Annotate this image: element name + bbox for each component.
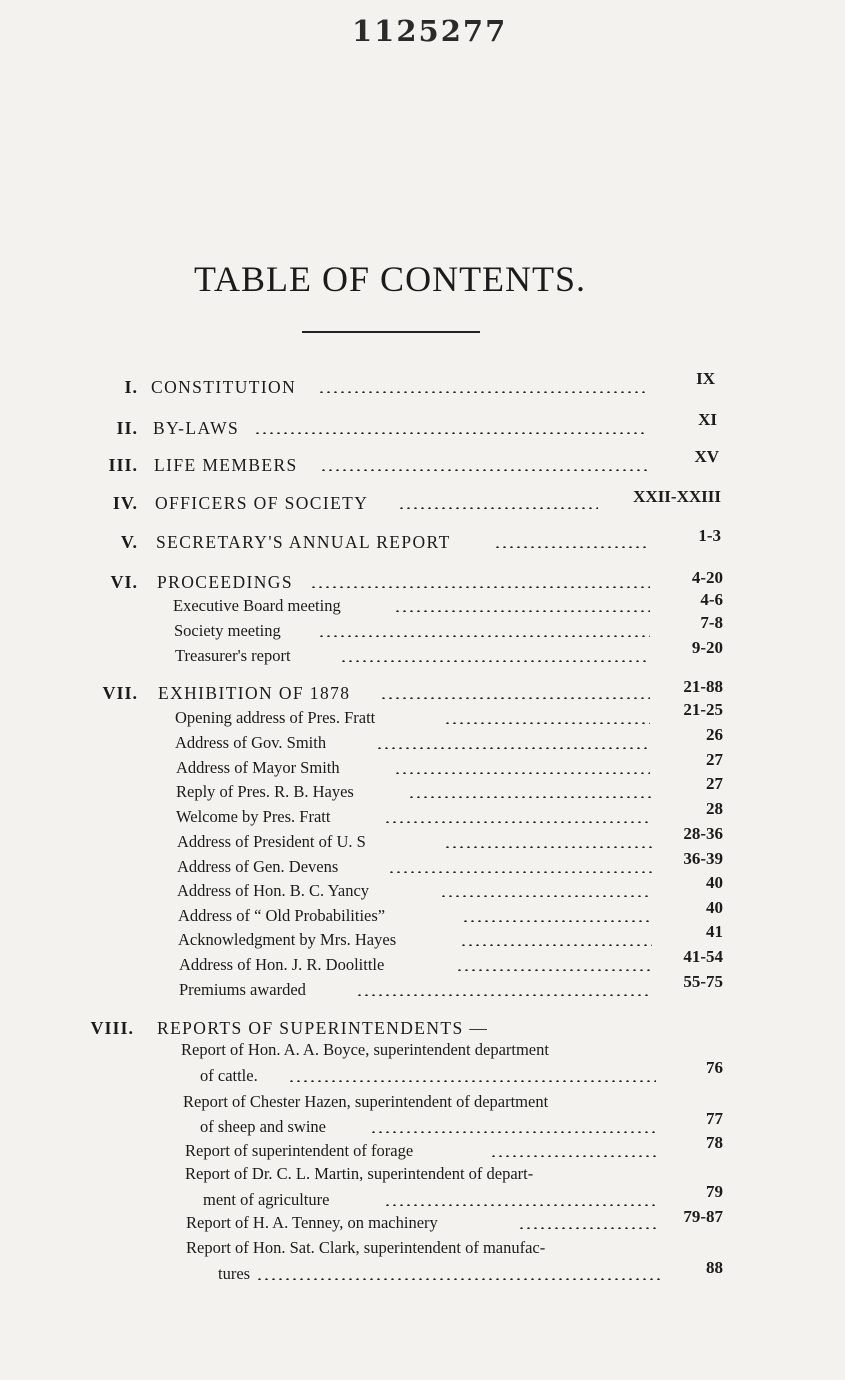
leader-dots bbox=[288, 1080, 656, 1082]
page-reference: XI bbox=[698, 410, 717, 429]
toc-subentry bbox=[0, 1058, 845, 1090]
leader-dots bbox=[444, 846, 652, 848]
leader-dots bbox=[310, 586, 650, 588]
subentry-label-continued: ment of agriculture bbox=[203, 1190, 330, 1209]
subentry-label: Opening address of Pres. Fratt bbox=[175, 708, 376, 727]
subentry-label: Acknowledgment by Mrs. Hayes bbox=[178, 930, 397, 949]
page-reference: 77 bbox=[706, 1109, 723, 1128]
page-reference: 21-88 bbox=[683, 677, 723, 696]
subentry-label: Report of Dr. C. L. Martin, superintendent of depart- bbox=[185, 1164, 534, 1183]
subentry-label: Address of Gen. Devens bbox=[177, 857, 339, 876]
section-number: II. bbox=[116, 418, 138, 438]
subentry-label: Report of Chester Hazen, superintendent of department bbox=[183, 1092, 549, 1111]
leader-dots bbox=[376, 747, 650, 749]
page-reference: 36-39 bbox=[683, 849, 723, 868]
section-label: PROCEEDINGS bbox=[157, 572, 293, 592]
leader-dots bbox=[494, 546, 650, 548]
page-reference: 41-54 bbox=[683, 947, 723, 966]
toc-entry bbox=[0, 447, 845, 479]
toc-entry bbox=[0, 487, 845, 517]
section-label: EXHIBITION OF 1878 bbox=[158, 683, 351, 703]
subentry-label: Address of Gov. Smith bbox=[175, 733, 327, 752]
leader-dots bbox=[440, 895, 652, 897]
title-rule bbox=[302, 331, 480, 333]
subentry-label-continued: of sheep and swine bbox=[200, 1117, 327, 1136]
section-number: IV. bbox=[112, 493, 138, 513]
subentry-label: Address of “ Old Probabilities” bbox=[178, 906, 386, 925]
subentry-label: Address of Hon. J. R. Doolittle bbox=[179, 955, 385, 974]
leader-dots bbox=[444, 722, 650, 724]
page-reference: 28-36 bbox=[683, 824, 723, 843]
page-reference: 27 bbox=[706, 774, 723, 793]
subentry-label: Reply of Pres. R. B. Hayes bbox=[176, 782, 354, 801]
subentry-label: Report of H. A. Tenney, on machinery bbox=[186, 1213, 438, 1232]
leader-dots bbox=[460, 944, 652, 946]
leader-dots bbox=[384, 1204, 658, 1206]
section-number: VI. bbox=[110, 572, 138, 592]
leader-dots bbox=[318, 635, 650, 637]
toc-subentry bbox=[0, 638, 845, 670]
section-number: V. bbox=[120, 532, 138, 552]
page-reference: 28 bbox=[706, 799, 723, 818]
subentry-label: Report of Hon. A. A. Boyce, superintendent department bbox=[181, 1040, 549, 1059]
page-reference: 27 bbox=[706, 750, 723, 769]
leader-dots bbox=[256, 1278, 660, 1280]
subentry-label: Address of Mayor Smith bbox=[176, 758, 340, 777]
page-reference: 40 bbox=[706, 873, 723, 892]
leader-dots bbox=[388, 871, 652, 873]
page-reference: 26 bbox=[706, 725, 723, 744]
subentry-label: Society meeting bbox=[174, 621, 281, 640]
leader-dots bbox=[356, 994, 652, 996]
leader-dots bbox=[518, 1227, 658, 1229]
section-number: VIII. bbox=[90, 1018, 134, 1038]
catalog-stamp-number: 1125277 bbox=[352, 14, 508, 48]
section-label: BY-LAWS bbox=[153, 418, 240, 438]
leader-dots bbox=[462, 920, 652, 922]
subentry-label: Address of Hon. B. C. Yancy bbox=[177, 881, 370, 900]
subentry-label: Premiums awarded bbox=[179, 980, 306, 999]
subentry-label: Address of President of U. S bbox=[177, 832, 366, 851]
section-number: VII. bbox=[102, 683, 138, 703]
page-reference: 79 bbox=[706, 1182, 723, 1201]
leader-dots bbox=[340, 660, 650, 662]
leader-dots bbox=[394, 610, 650, 612]
page-reference: 76 bbox=[706, 1058, 723, 1077]
page-reference: 78 bbox=[706, 1133, 723, 1152]
section-label: REPORTS OF SUPERINTENDENTS — bbox=[157, 1018, 489, 1038]
toc-subentry bbox=[0, 1207, 845, 1237]
section-label: LIFE MEMBERS bbox=[154, 455, 298, 475]
subentry-label-continued: tures bbox=[218, 1264, 251, 1283]
page-reference: 21-25 bbox=[683, 700, 723, 719]
section-label: SECRETARY'S ANNUAL REPORT bbox=[156, 532, 451, 552]
toc-subentry bbox=[0, 1133, 845, 1165]
page-reference: XV bbox=[694, 447, 719, 466]
page-title: TABLE OF CONTENTS. bbox=[193, 259, 587, 299]
page-reference: XXII-XXIII bbox=[633, 487, 721, 506]
subentry-label: Welcome by Pres. Fratt bbox=[176, 807, 331, 826]
page-reference: 4-20 bbox=[691, 568, 723, 587]
leader-dots bbox=[398, 507, 598, 509]
leader-dots bbox=[490, 1155, 658, 1157]
subentry-label: Treasurer's report bbox=[175, 646, 291, 665]
section-number: I. bbox=[124, 377, 138, 397]
leader-dots bbox=[408, 796, 652, 798]
page-reference: 9-20 bbox=[691, 638, 723, 657]
leader-dots bbox=[384, 821, 652, 823]
page-reference: 7-8 bbox=[700, 613, 723, 632]
leader-dots bbox=[380, 697, 650, 699]
subentry-label: Report of superintendent of forage bbox=[185, 1141, 414, 1160]
page-reference: 79-87 bbox=[683, 1207, 723, 1226]
leader-dots bbox=[370, 1131, 656, 1133]
leader-dots bbox=[456, 969, 652, 971]
page-reference: 40 bbox=[706, 898, 723, 917]
page-reference: IX bbox=[696, 369, 715, 388]
toc-entry bbox=[0, 410, 845, 442]
leader-dots bbox=[254, 432, 648, 434]
toc-entry bbox=[0, 526, 845, 556]
leader-dots bbox=[394, 772, 650, 774]
section-label: OFFICERS OF SOCIETY bbox=[155, 493, 369, 513]
section-label: CONSTITUTION bbox=[151, 377, 297, 397]
section-number: III. bbox=[108, 455, 138, 475]
toc-subentry bbox=[0, 972, 845, 1004]
leader-dots bbox=[318, 391, 648, 393]
page-reference: 55-75 bbox=[683, 972, 723, 991]
page-reference: 4-6 bbox=[700, 590, 723, 609]
subentry-label: Executive Board meeting bbox=[173, 596, 341, 615]
toc-entry bbox=[0, 1018, 845, 1042]
leader-dots bbox=[320, 469, 650, 471]
subentry-label: Report of Hon. Sat. Clark, superintendent of manufac- bbox=[186, 1238, 546, 1257]
page-reference: 41 bbox=[706, 922, 723, 941]
toc-subentry bbox=[0, 1258, 845, 1288]
subentry-label-continued: of cattle. bbox=[200, 1066, 258, 1085]
page-reference: 88 bbox=[706, 1258, 723, 1277]
page-reference: 1-3 bbox=[698, 526, 721, 545]
toc-entry bbox=[0, 369, 845, 401]
